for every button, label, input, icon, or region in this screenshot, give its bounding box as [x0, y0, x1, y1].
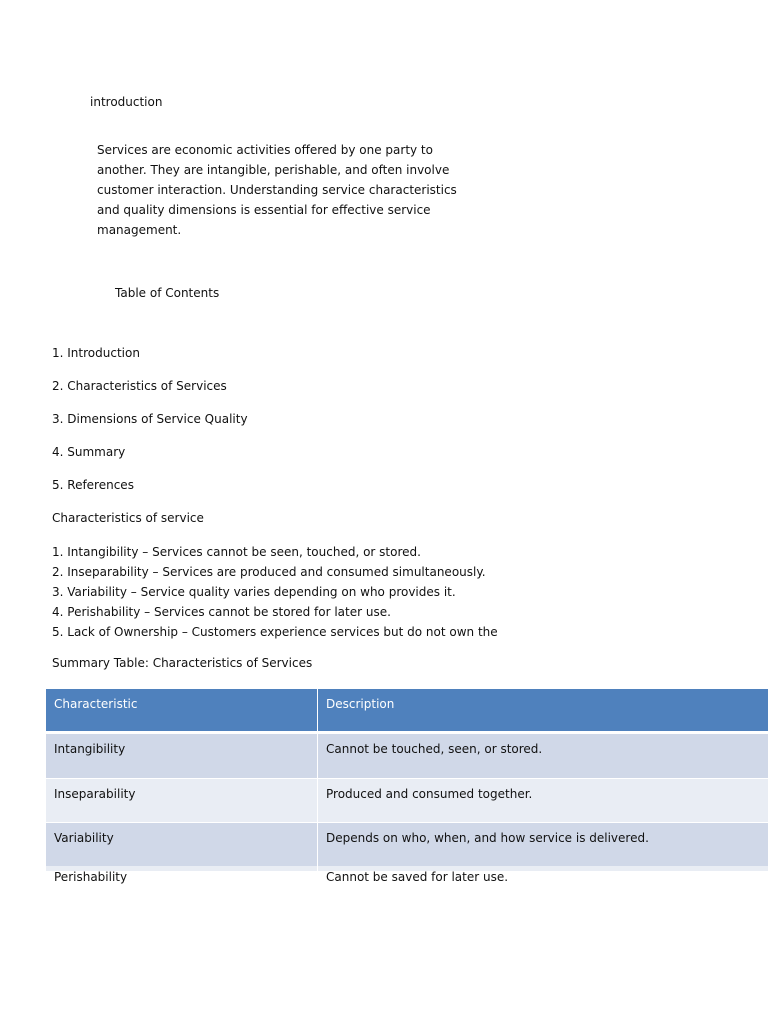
table-cell: Intangibility [54, 742, 126, 756]
summary-table [46, 689, 768, 906]
summary-table-title: Summary Table: Characteristics of Services [52, 656, 313, 670]
intro-heading: introduction [90, 95, 163, 109]
characteristics-list [52, 542, 498, 642]
intro-paragraph-line: Services are economic activities offered by one party to [97, 143, 433, 157]
toc-item-summary: 4. Summary [52, 445, 126, 459]
table-header-cell: Description [317, 689, 768, 731]
toc-heading: Table of Contents [115, 286, 220, 300]
list-item: 5. Lack of Ownership – Customers experience services but do not own the [52, 625, 498, 639]
table-row [46, 779, 768, 823]
table-header-row [46, 689, 768, 734]
intro-paragraph [97, 140, 457, 240]
list-item: 4. Perishability – Services cannot be stored for later use. [52, 605, 391, 619]
toc-item-references: 5. References [52, 478, 134, 492]
table-cell: Inseparability [54, 787, 136, 801]
table-row [46, 734, 768, 779]
table-cell: Depends on who, when, and how service is delivered. [317, 823, 768, 866]
table-cell: Cannot be saved for later use. [317, 866, 768, 906]
table-header-cell: Characteristic [54, 697, 138, 711]
intro-paragraph-line: and quality dimensions is essential for effective service [97, 203, 431, 217]
characteristics-heading: Characteristics of service [52, 511, 204, 525]
table-cell: Variability [54, 831, 114, 845]
intro-paragraph-line: another. They are intangible, perishable, and often involve [97, 163, 450, 177]
table-cell: Produced and consumed together. [317, 779, 768, 822]
list-item: 2. Inseparability – Services are produced and consumed simultaneously. [52, 565, 486, 579]
intro-paragraph-line: customer interaction. Understanding service characteristics [97, 183, 457, 197]
toc-item-characteristics: 2. Characteristics of Services [52, 379, 227, 393]
list-item: 1. Intangibility – Services cannot be seen, touched, or stored. [52, 545, 421, 559]
table-cell: Perishability [54, 870, 128, 884]
table-cell: Cannot be touched, seen, or stored. [317, 734, 768, 778]
table-row [46, 823, 768, 866]
table-row [46, 866, 768, 906]
toc-item-quality-dimensions: 3. Dimensions of Service Quality [52, 412, 248, 426]
toc-item-introduction: 1. Introduction [52, 346, 140, 360]
list-item: 3. Variability – Service quality varies depending on who provides it. [52, 585, 456, 599]
intro-paragraph-line: management. [97, 223, 182, 237]
